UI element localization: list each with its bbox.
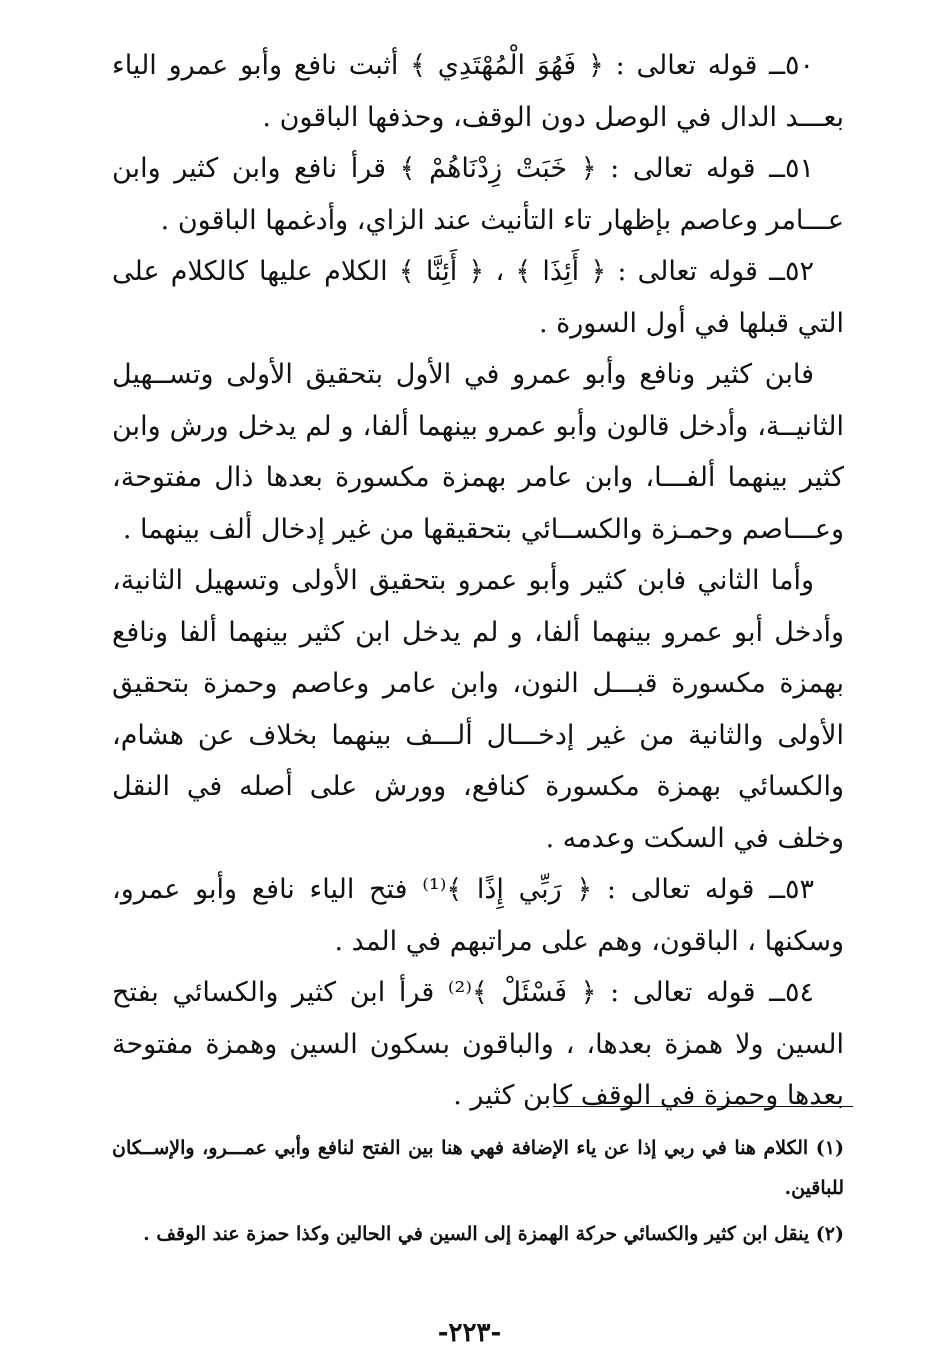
footnote-separator — [553, 1106, 853, 1107]
main-text — [112, 40, 844, 1122]
paragraph-51: ٥١ــ قوله تعالى : ﴿ خَبَتْ زِدْنَاهُمْ ﴾ قرأ نافع وابن كثير وابن عـــامر وعاصم بإظهار تاء التأنيث عند الزاي، وأدغمها الباقون . — [112, 153, 844, 236]
footnote-1: (١) الكلام هنا في ربي إذا عن ياء الإضافة فهي هنا بين الفتح لنافع وأبي عمـــرو، والإســكان للباقين. — [112, 1137, 844, 1199]
footnote-2: (٢) ينقل ابن كثير والكسائي حركة الهمزة إلى السين في الحالين وكذا حمزة عند الوقف . — [143, 1223, 844, 1245]
paragraph-52-first-word: فابن كثير ونافع وأبو عمرو في الأول بتحقيق الأولى وتســهيل الثانيــة، وأدخل قالون وأبو عمرو بينهما ألفا، و لم يدخل ورش وابن كثير بينهما ألفـــا، وابن عامر بهمزة مكسورة بعدها ذال مفتوحة، وعـــاصم وحمـزة والكســائي بتحقيقها من غير إدخال ألف بينهما . — [112, 359, 844, 545]
footnotes — [112, 1128, 844, 1254]
paragraph-52: ٥٢ــ قوله تعالى : ﴿ أَئِذَا ﴾ ، ﴿ أَئِنَّا ﴾ الكلام عليها كالكلام على التي قبلها في أول السورة . — [112, 256, 844, 339]
page-number: -٢٢٣- — [437, 1318, 502, 1348]
paragraph-52-second-word: وأما الثاني فابن كثير وأبو عمرو بتحقيق الأولى وتسهيل الثانية، وأدخل أبو عمرو بينهما ألفا، و لم يدخل ابن كثير بينهما ألفا ونافع بهمزة مكسورة قبـــل النون، وابن عامر وعاصم وحمزة بتحقيق الأولى والثانية من غير إدخـــال ألـــف بينهما بخلاف عن هشام، والكسائي بهمزة مكسورة كنافع، وورش على أصله في النقل وخلف في السكت وعدمه . — [112, 565, 844, 854]
paragraph-54: ٥٤ــ قوله تعالى : ﴿ فَسْئَلْ ﴾⁽²⁾ قرأ ابن كثير والكسائي بفتح السين ولا همزة بعدها، ، والباقون بسكون السين وهمزة مفتوحة بعدها وحمزة في الوقف كابن كثير . — [112, 977, 844, 1111]
paragraph-53: ٥٣ــ قوله تعالى : ﴿ رَبِّي إِذًا ﴾⁽¹⁾ فتح الياء نافع وأبو عمرو، وسكنها ، الباقون، وهم على مراتبهم في المد . — [112, 874, 844, 957]
paragraph-50: ٥٠ــ قوله تعالى : ﴿ فَهُوَ الْمُهْتَدِي ﴾ أثبت نافع وأبو عمرو الياء بعـــد الدال في الوصل دون الوقف، وحذفها الباقون . — [112, 50, 844, 133]
